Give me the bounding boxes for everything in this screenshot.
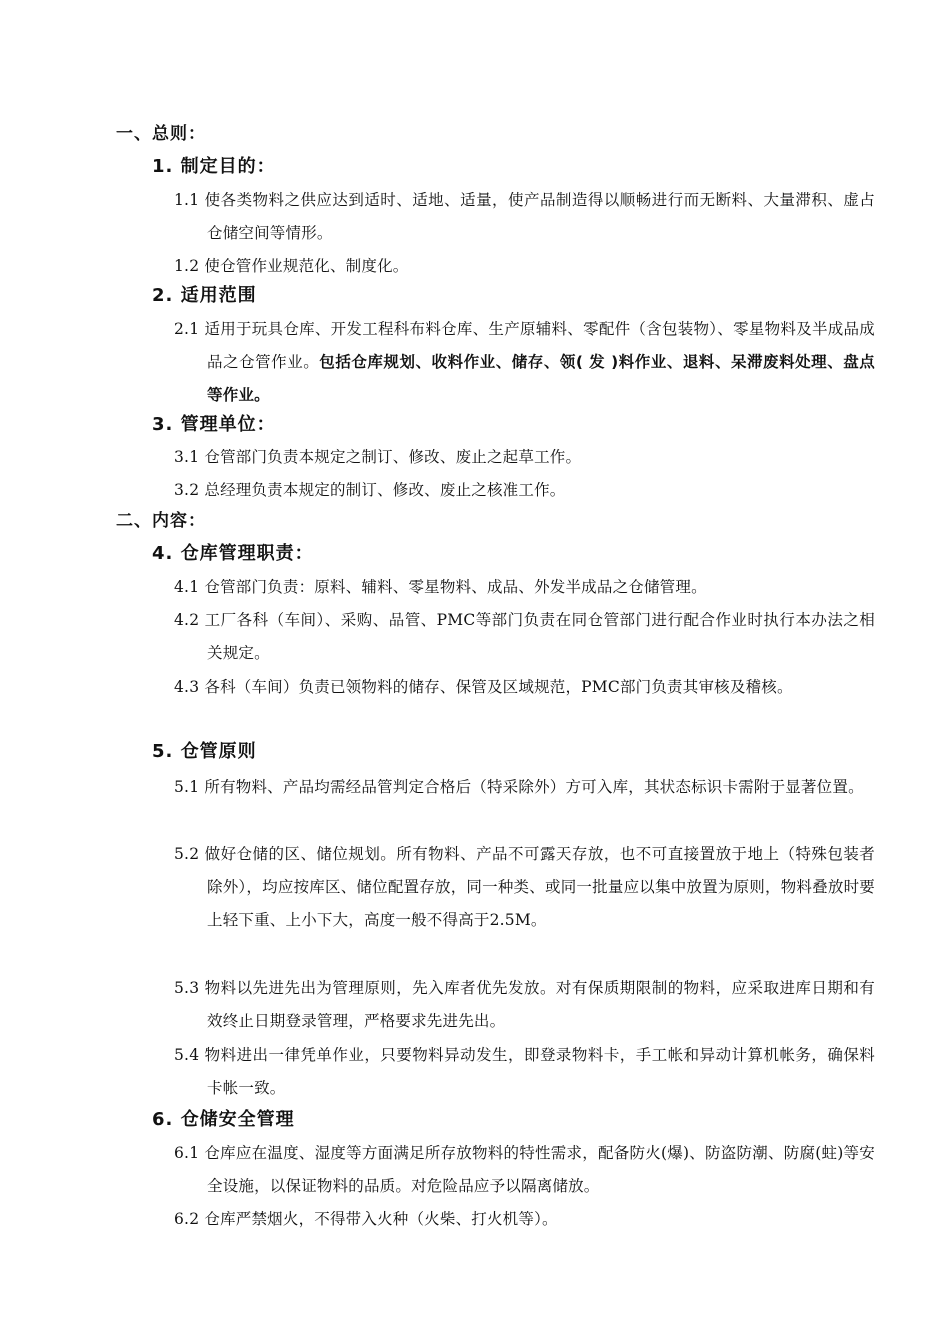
heading-scope: 2. 适用范围 [152,285,257,306]
heading-purpose: 1. 制定目的： [152,156,276,177]
heading-management-unit: 3. 管理单位： [152,414,276,435]
clause-5-1: 5.1 所有物料、产品均需经品管判定合格后（特采除外）方可入库，其状态标识卡需附于显著位置。 [174,778,864,796]
clause-3-2: 3.2 总经理负责本规定的制订、修改、废止之核准工作。 [174,481,566,499]
clause-2-1-text: 2.1 适用于玩具仓库、开发工程科布料仓库、生产原辅料、零配件（含包装物）、零星物料及半成品成品之仓管作业。 [174,320,875,371]
clause-1-2: 1.2 使仓管作业规范化、制度化。 [174,257,409,275]
clause-5-2: 5.2 做好仓储的区、储位规划。所有物料、产品不可露天存放，也不可直接置放于地上（特殊包装者除外），均应按库区、储位配置存放，同一种类、或同一批量应以集中放置为原则，物料叠放时要上轻下重、上小下大，高度一般不得高于2.5M。 [174,845,875,929]
clause-4-1: 4.1 仓管部门负责：原料、辅料、零星物料、成品、外发半成品之仓储管理。 [174,578,707,596]
heading-warehouse-duties: 4. 仓库管理职责： [152,543,314,564]
clause-5-3: 5.3 物料以先进先出为管理原则，先入库者优先发放。对有保质期限制的物料，应采取进库日期和有效终止日期登录管理，严格要求先进先出。 [174,979,875,1030]
heading-principles: 5. 仓管原则 [152,741,257,762]
clause-4-3: 4.3 各科（车间）负责已领物料的储存、保管及区域规范，PMC部门负责其审核及稽核。 [174,678,793,696]
clause-4-2: 4.2 工厂各科（车间）、采购、品管、PMC等部门负责在同仓管部门进行配合作业时执行本办法之相关规定。 [174,611,875,662]
clause-2-1-bold-text: 包括仓库规划、收料作业、储存、领( 发 )料作业、退料、呆滞废料处理、盘点等作业。 [207,353,875,404]
section-heading-content: 二、内容： [116,511,206,531]
clause-5-4: 5.4 物料进出一律凭单作业，只要物料异动发生，即登录物料卡，手工帐和异动计算机帐务，确保料卡帐一致。 [174,1046,875,1097]
clause-6-1: 6.1 仓库应在温度、湿度等方面满足所存放物料的特性需求，配备防火(爆)、防盗防潮、防腐(蛀)等安全设施，以保证物料的品质。对危险品应予以隔离储放。 [174,1144,875,1195]
clause-1-1: 1.1 使各类物料之供应达到适时、适地、适量，使产品制造得以顺畅进行而无断料、大量滞积、虚占仓储空间等情形。 [174,191,875,242]
section-heading-general: 一、总则： [116,124,206,144]
heading-safety: 6. 仓储安全管理 [152,1109,295,1130]
clause-6-2: 6.2 仓库严禁烟火，不得带入火种（火柴、打火机等）。 [174,1210,558,1228]
clause-2-1 [174,313,875,412]
clause-3-1: 3.1 仓管部门负责本规定之制订、修改、废止之起草工作。 [174,448,582,466]
